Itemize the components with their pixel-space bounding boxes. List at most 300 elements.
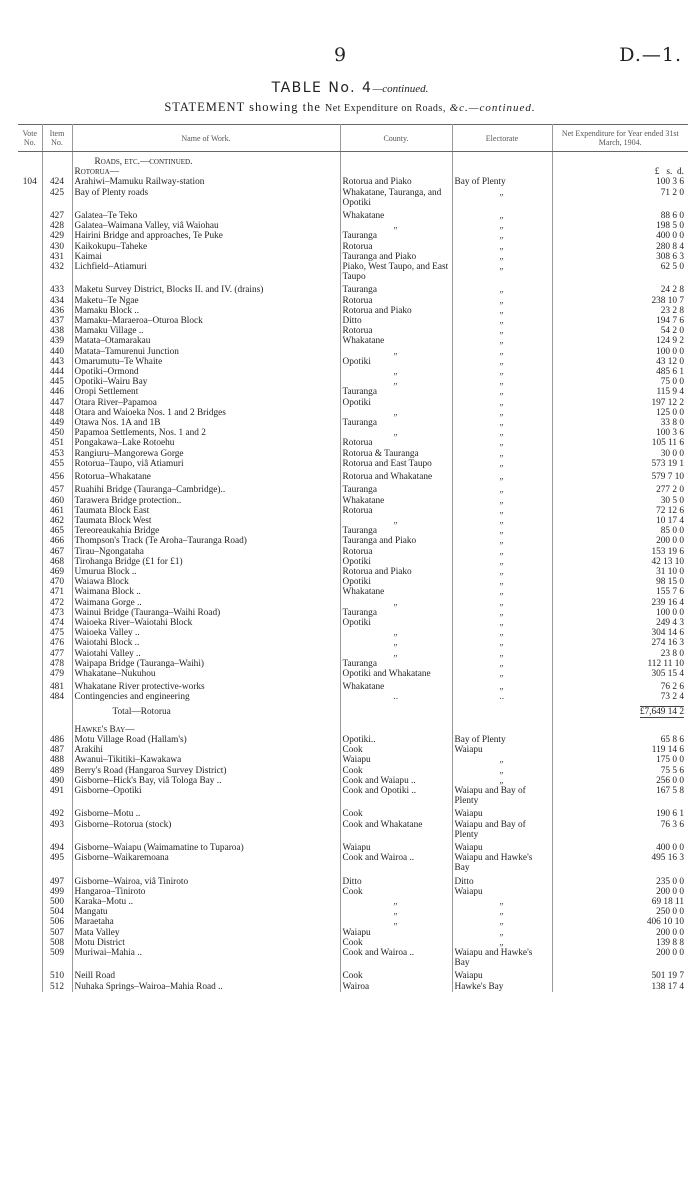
- county: Cook: [340, 745, 452, 755]
- work-name: Arakihi: [72, 745, 340, 755]
- electorate: „: [452, 496, 552, 506]
- work-name: Matata–Tamurenui Junction: [72, 347, 340, 357]
- county: „: [340, 598, 452, 608]
- county: Ditto: [340, 877, 452, 887]
- net-expenditure: 175 0 0: [656, 755, 684, 766]
- electorate: „: [452, 377, 552, 387]
- table-row: [18, 735, 688, 745]
- work-name: Gisborne–Waikaremoana: [72, 853, 340, 873]
- county: Cook and Wairoa ..: [340, 853, 452, 873]
- work-name: Contingencies and engineering: [72, 692, 340, 702]
- vote-number: [18, 843, 42, 853]
- vote-number: [18, 285, 42, 295]
- vote-number: [18, 211, 42, 221]
- county: Tauranga: [340, 608, 452, 618]
- item-number: 461: [42, 506, 72, 516]
- item-number: 492: [42, 809, 72, 819]
- electorate: „: [452, 336, 552, 346]
- vote-number: [18, 682, 42, 692]
- electorate: „: [452, 567, 552, 577]
- net-expenditure: 112 11 10: [647, 658, 684, 669]
- county: Opotiki and Whakatane: [340, 669, 452, 679]
- net-expenditure: 198 5 0: [656, 221, 684, 232]
- net-expenditure: 249 4 3: [656, 617, 684, 628]
- item-number: 494: [42, 843, 72, 853]
- item-number: 468: [42, 557, 72, 567]
- electorate: Waiapu and Bay of Plenty: [452, 786, 552, 806]
- vote-number: [18, 745, 42, 755]
- work-name: Mata Valley: [72, 928, 340, 938]
- county: Wairoa: [340, 982, 452, 992]
- county: „: [340, 367, 452, 377]
- net-expenditure: 200 0 0: [656, 948, 684, 959]
- work-name: Galatea–Te Teko: [72, 211, 340, 221]
- work-name: Kaikokupu–Taheke: [72, 242, 340, 252]
- item-number: 440: [42, 347, 72, 357]
- work-name: Pongakawa–Lake Rotoehu: [72, 438, 340, 448]
- work-name: Gisborne–Waiapu (Waimamatine to Tuparoa): [72, 843, 340, 853]
- net-expenditure: 10 17 4: [656, 515, 684, 526]
- item-number: 443: [42, 357, 72, 367]
- table-header-row: [18, 125, 688, 152]
- statement-suffix: &c.—continued.: [445, 102, 536, 114]
- table-row: [18, 221, 688, 231]
- work-name: Motu Village Road (Hallam's): [72, 735, 340, 745]
- electorate: „: [452, 347, 552, 357]
- net-expenditure: 30 5 0: [660, 495, 684, 506]
- table-row: [18, 608, 688, 618]
- net-expenditure: 43 12 0: [656, 356, 684, 367]
- net-expenditure: 75 0 0: [660, 377, 684, 388]
- net-expenditure: 235 0 0: [656, 876, 684, 887]
- electorate: „: [452, 618, 552, 628]
- table-row: [18, 326, 688, 336]
- county: Rotorua and Piako: [340, 306, 452, 316]
- vote-number: [18, 536, 42, 546]
- county: Whakatane: [340, 682, 452, 692]
- vote-number: [18, 408, 42, 418]
- work-name: Taumata Block East: [72, 506, 340, 516]
- net-expenditure: 139 8 8: [656, 937, 684, 948]
- electorate: „: [452, 326, 552, 336]
- item-number: 499: [42, 887, 72, 897]
- net-expenditure: 167 5 8: [656, 785, 684, 796]
- vote-number: [18, 608, 42, 618]
- net-expenditure: 495 16 3: [651, 853, 684, 864]
- vote-number: [18, 485, 42, 495]
- vote-number: [18, 618, 42, 628]
- work-name: Mamaku Block ..: [72, 306, 340, 316]
- item-number: 428: [42, 221, 72, 231]
- table-row: [18, 928, 688, 938]
- item-number: 481: [42, 682, 72, 692]
- net-expenditure: 200 0 0: [656, 536, 684, 547]
- table-row: [18, 177, 688, 187]
- electorate: „: [452, 669, 552, 679]
- table-row: [18, 598, 688, 608]
- electorate: Ditto: [452, 877, 552, 887]
- electorate: „: [452, 188, 552, 208]
- table-row: [18, 285, 688, 295]
- electorate: „: [452, 242, 552, 252]
- county: Rotorua and East Taupo: [340, 459, 452, 469]
- item-number: 429: [42, 231, 72, 241]
- table-row: [18, 692, 688, 702]
- county: Tauranga: [340, 285, 452, 295]
- electorate: „: [452, 285, 552, 295]
- net-expenditure: [552, 721, 688, 735]
- table-row: [18, 252, 688, 262]
- table-row: [18, 669, 688, 679]
- item-number: 469: [42, 567, 72, 577]
- net-expenditure: 400 0 0: [656, 843, 684, 853]
- item-number: 510: [42, 971, 72, 981]
- work-name: Waiotahi Block ..: [72, 638, 340, 648]
- vote-number: [18, 377, 42, 387]
- electorate: „: [452, 547, 552, 557]
- work-name: Papamoa Settlements, Nos. 1 and 2: [72, 428, 340, 438]
- work-name: Taumata Block West: [72, 516, 340, 526]
- item-number: 451: [42, 438, 72, 448]
- item-number: 439: [42, 336, 72, 346]
- county: Cook and Opotiki ..: [340, 786, 452, 806]
- region-row-rotorua: [18, 167, 688, 177]
- section-heading: Roads, etc.—continued.: [72, 152, 340, 168]
- work-name: Mangatu: [72, 907, 340, 917]
- vote-number: [18, 347, 42, 357]
- work-name: Waimana Gorge ..: [72, 598, 340, 608]
- vote-number: [18, 242, 42, 252]
- document-reference: D.—1.: [619, 44, 682, 66]
- table-row: [18, 567, 688, 577]
- net-expenditure: 98 15 0: [656, 577, 684, 588]
- vote-number: [18, 428, 42, 438]
- table-row: [18, 982, 688, 992]
- electorate: „: [452, 516, 552, 526]
- county: Cook and Waiapu ..: [340, 776, 452, 786]
- table-row: [18, 971, 688, 981]
- county: „: [340, 897, 452, 907]
- electorate: „: [452, 506, 552, 516]
- county: Cook: [340, 887, 452, 897]
- table-row: [18, 766, 688, 776]
- county: Opotiki..: [340, 735, 452, 745]
- net-expenditure: 155 7 6: [656, 587, 684, 598]
- item-number: 425: [42, 188, 72, 208]
- electorate: „: [452, 628, 552, 638]
- work-name: Lichfield–Atiamuri: [72, 262, 340, 282]
- item-number: 497: [42, 877, 72, 887]
- net-expenditure: 31 10 0: [656, 566, 684, 577]
- electorate: „: [452, 776, 552, 786]
- electorate: „: [452, 557, 552, 567]
- table-row: [18, 547, 688, 557]
- table-row: [18, 536, 688, 546]
- net-expenditure: 250 0 0: [656, 907, 684, 918]
- vote-number: [18, 917, 42, 927]
- work-name: Gisborne–Hick's Bay, viâ Tologa Bay ..: [72, 776, 340, 786]
- work-name: Gisborne–Motu ..: [72, 809, 340, 819]
- table-row: [18, 877, 688, 887]
- county: Rotorua: [340, 326, 452, 336]
- electorate: „: [452, 387, 552, 397]
- table-row: [18, 231, 688, 241]
- net-expenditure: 274 16 3: [651, 638, 684, 649]
- item-number: 434: [42, 296, 72, 306]
- county: „: [340, 649, 452, 659]
- electorate: „: [452, 587, 552, 597]
- vote-number: [18, 188, 42, 208]
- table-row: [18, 659, 688, 669]
- county: Cook: [340, 766, 452, 776]
- electorate: „: [452, 357, 552, 367]
- work-name: Rotorua–Whakatane: [72, 472, 340, 482]
- table-row: [18, 917, 688, 927]
- vote-number: [18, 971, 42, 981]
- vote-number: [18, 628, 42, 638]
- item-number: 495: [42, 853, 72, 873]
- county: [340, 703, 452, 721]
- work-name: Berry's Road (Hangaroa Survey District): [72, 766, 340, 776]
- vote-number: [18, 948, 42, 968]
- county: Ditto: [340, 316, 452, 326]
- item-number: 446: [42, 387, 72, 397]
- item-number: 472: [42, 598, 72, 608]
- item-number: 431: [42, 252, 72, 262]
- electorate: „: [452, 438, 552, 448]
- net-expenditure: 153 19 6: [651, 546, 684, 557]
- table-title-main: TABLE No. 4: [271, 80, 373, 96]
- table-row: [18, 211, 688, 221]
- table-row: [18, 786, 688, 806]
- electorate: [452, 721, 552, 735]
- electorate: „: [452, 577, 552, 587]
- electorate: „: [452, 231, 552, 241]
- item-number: 455: [42, 459, 72, 469]
- table-row: [18, 336, 688, 346]
- item-number: 478: [42, 659, 72, 669]
- work-name: Maketu Survey District, Blocks II. and IV. (drains): [72, 285, 340, 295]
- net-expenditure: 62 5 0: [660, 262, 684, 273]
- vote-number: [18, 638, 42, 648]
- net-expenditure: 73 2 4: [660, 692, 684, 703]
- table-title-suffix: —continued.: [372, 83, 429, 95]
- electorate: „: [452, 938, 552, 948]
- net-expenditure: 190 6 1: [656, 809, 684, 820]
- table-row: [18, 682, 688, 692]
- vote-number: [18, 367, 42, 377]
- vote-number: [18, 472, 42, 482]
- item-number: 512: [42, 982, 72, 992]
- work-name: Waipapa Bridge (Tauranga–Waihi): [72, 659, 340, 669]
- county: Cook: [340, 809, 452, 819]
- table-row: [18, 496, 688, 506]
- net-expenditure: 100 3 6: [656, 428, 684, 439]
- work-name: Mamaku–Maraeroa–Oturoa Block: [72, 316, 340, 326]
- table-row: [18, 820, 688, 840]
- county: „: [340, 907, 452, 917]
- net-expenditure: 33 8 0: [660, 418, 684, 429]
- electorate: Bay of Plenty: [452, 735, 552, 745]
- table-row: [18, 418, 688, 428]
- vote-number: [18, 907, 42, 917]
- net-expenditure: 100 3 6: [656, 177, 684, 188]
- electorate: „: [452, 897, 552, 907]
- work-name: Gisborne–Opotiki: [72, 786, 340, 806]
- work-name: Galatea–Waimana Valley, viâ Waiohau: [72, 221, 340, 231]
- vote-number: [18, 703, 42, 721]
- electorate: „: [452, 459, 552, 469]
- work-name: Awanui–Tikitiki–Kawakawa: [72, 755, 340, 765]
- county: Opotiki: [340, 557, 452, 567]
- net-expenditure: 239 16 4: [651, 597, 684, 608]
- electorate: „: [452, 638, 552, 648]
- vote-number: [18, 887, 42, 897]
- vote-number: [18, 853, 42, 873]
- electorate: „: [452, 928, 552, 938]
- table-row: [18, 367, 688, 377]
- net-expenditure: 75 5 6: [660, 765, 684, 776]
- work-name: Tirau–Ngongataha: [72, 547, 340, 557]
- vote-number: [18, 557, 42, 567]
- work-name: Karaka–Motu ..: [72, 897, 340, 907]
- table-row: [18, 526, 688, 536]
- item-number: 436: [42, 306, 72, 316]
- item-number: 438: [42, 326, 72, 336]
- item-number: 432: [42, 262, 72, 282]
- county: Waiapu: [340, 843, 452, 853]
- electorate: „: [452, 649, 552, 659]
- net-expenditure: 400 0 0: [656, 231, 684, 242]
- county: Tauranga: [340, 231, 452, 241]
- electorate: Waiapu: [452, 843, 552, 853]
- item-number: 508: [42, 938, 72, 948]
- vote-number: 104: [18, 177, 42, 187]
- page-number: 9: [333, 44, 347, 66]
- electorate: Waiapu and Hawke's Bay: [452, 853, 552, 873]
- work-name: Matata–Otamarakau: [72, 336, 340, 346]
- electorate: Waiapu: [452, 887, 552, 897]
- statement-prefix: STATEMENT showing the: [164, 100, 326, 114]
- table-row: [18, 377, 688, 387]
- county: Whakatane, Tauranga, and Opotiki: [340, 188, 452, 208]
- net-expenditure: 197 12 2: [651, 397, 684, 408]
- table-row: [18, 347, 688, 357]
- county: [340, 721, 452, 735]
- item-number: 500: [42, 897, 72, 907]
- units-label: [552, 167, 688, 177]
- electorate: [452, 703, 552, 721]
- item-number: 437: [42, 316, 72, 326]
- net-expenditure: 308 6 3: [656, 251, 684, 262]
- unit-pounds: £: [654, 167, 660, 178]
- item-number: 487: [42, 745, 72, 755]
- vote-number: [18, 262, 42, 282]
- work-name: Hangaroa–Tiniroto: [72, 887, 340, 897]
- table-title: [0, 80, 700, 96]
- county: „: [340, 917, 452, 927]
- work-name: Tirohanga Bridge (£1 for £1): [72, 557, 340, 567]
- net-expenditure: 304 14 6: [651, 628, 684, 639]
- vote-number: [18, 598, 42, 608]
- electorate: „: [452, 428, 552, 438]
- item-number: 457: [42, 485, 72, 495]
- net-expenditure: 200 0 0: [656, 927, 684, 938]
- item-number: 460: [42, 496, 72, 506]
- item-number: 449: [42, 418, 72, 428]
- vote-number: [18, 809, 42, 819]
- county: ..: [340, 692, 452, 702]
- table-row: [18, 306, 688, 316]
- table-row: [18, 649, 688, 659]
- county: Piako, West Taupo, and East Taupo: [340, 262, 452, 282]
- vote-number: [18, 938, 42, 948]
- item-number: 507: [42, 928, 72, 938]
- item-number: 470: [42, 577, 72, 587]
- work-name: Gisborne–Wairoa, viâ Tiniroto: [72, 877, 340, 887]
- table-row: [18, 449, 688, 459]
- electorate: „: [452, 296, 552, 306]
- item-number: 489: [42, 766, 72, 776]
- net-expenditure: 501 19 7: [651, 971, 684, 982]
- vote-number: [18, 496, 42, 506]
- electorate: „: [452, 221, 552, 231]
- work-name: Ruahihi Bridge (Tauranga–Cambridge)..: [72, 485, 340, 495]
- table-row: [18, 296, 688, 306]
- work-name: Nuhaka Springs–Wairoa–Mahia Road ..: [72, 982, 340, 992]
- table-row: [18, 897, 688, 907]
- net-expenditure: 24 2 8: [660, 285, 684, 296]
- vote-number: [18, 649, 42, 659]
- table-row: [18, 745, 688, 755]
- item-number: 504: [42, 907, 72, 917]
- item-number: 447: [42, 398, 72, 408]
- work-name: Gisborne–Rotorua (stock): [72, 820, 340, 840]
- county: Cook: [340, 938, 452, 948]
- vote-number: [18, 516, 42, 526]
- table-row: [18, 809, 688, 819]
- net-expenditure: 69 18 11: [651, 897, 684, 908]
- item-number: 493: [42, 820, 72, 840]
- table-row: [18, 577, 688, 587]
- county: Tauranga: [340, 387, 452, 397]
- vote-number: [18, 669, 42, 679]
- net-expenditure: 100 0 0: [656, 607, 684, 618]
- item-number: 474: [42, 618, 72, 628]
- vote-number: [18, 221, 42, 231]
- unit-pence: d.: [677, 167, 684, 178]
- table-row: [18, 438, 688, 448]
- electorate: „: [452, 408, 552, 418]
- net-expenditure: 194 7 6: [656, 316, 684, 327]
- county: „: [340, 628, 452, 638]
- vote-number: [18, 296, 42, 306]
- work-name: Umurua Block ..: [72, 567, 340, 577]
- item-number: 476: [42, 638, 72, 648]
- table-row: [18, 587, 688, 597]
- table-row: [18, 938, 688, 948]
- electorate: „: [452, 418, 552, 428]
- item-number: 467: [42, 547, 72, 557]
- vote-number: [18, 786, 42, 806]
- county: Rotorua: [340, 506, 452, 516]
- county: „: [340, 428, 452, 438]
- table-row: [18, 262, 688, 282]
- county: Opotiki: [340, 357, 452, 367]
- electorate: „: [452, 598, 552, 608]
- electorate: „: [452, 755, 552, 765]
- work-name: Muriwai–Mahia ..: [72, 948, 340, 968]
